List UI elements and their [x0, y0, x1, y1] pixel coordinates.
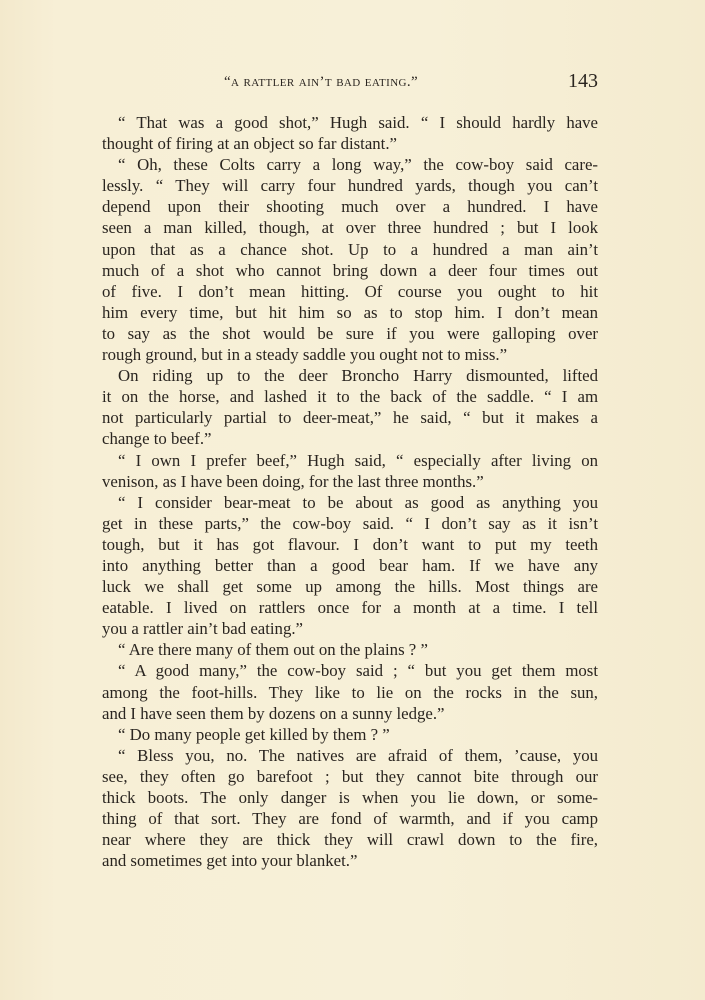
- text-line: “ Bless you, no. The natives are afraid of them, ’cause, you: [118, 745, 598, 765]
- text-line: among the foot-hills. They like to lie on the rocks in the sun,: [102, 682, 598, 702]
- text-line: you a rattler ain’t bad eating.”: [102, 619, 303, 639]
- text-line: depend upon their shooting much over a hundred. I have: [102, 197, 598, 217]
- text-line: rough ground, but in a steady saddle you ought not to miss.”: [102, 345, 508, 365]
- text-line: him every time, but hit him so as to stop him. I don’t mean: [102, 302, 598, 322]
- page-header: [102, 70, 598, 100]
- text-line: near where they are thick they will crawl down to the fire,: [102, 830, 598, 850]
- text-line: “ That was a good shot,” Hugh said. “ I should hardly have: [118, 113, 598, 132]
- text-line: to say as the shot would be sure if you were galloping over: [102, 323, 598, 343]
- text-line: seen a man killed, though, at over three hundred ; but I look: [102, 218, 598, 238]
- text-line: venison, as I have been doing, for the last three months.”: [102, 471, 484, 491]
- text-line: “ Are there many of them out on the plains ? ”: [118, 640, 428, 660]
- text-line: upon that as a chance shot. Up to a hundred a man ain’t: [102, 239, 598, 259]
- running-head: “a rattler ain’t bad eating.”: [224, 74, 419, 90]
- text-line: see, they often go barefoot ; but they cannot bite through our: [102, 766, 598, 786]
- text-line: tough, but it has got flavour. I don’t want to put my teeth: [102, 534, 598, 554]
- text-line: luck we shall get some up among the hills. Most things are: [102, 577, 598, 597]
- text-line: thing of that sort. They are fond of warmth, and if you camp: [102, 809, 598, 829]
- text-line: On riding up to the deer Broncho Harry dismounted, lifted: [118, 366, 598, 386]
- text-line: “ Do many people get killed by them ? ”: [118, 724, 390, 744]
- text-line: eatable. I lived on rattlers once for a month at a time. I tell: [102, 598, 598, 618]
- text-line: thought of firing at an object so far distant.”: [102, 134, 397, 154]
- text-line: change to beef.”: [102, 429, 212, 449]
- text-line: “ I own I prefer beef,” Hugh said, “ especially after living on: [118, 450, 598, 470]
- text-line: of five. I don’t mean hitting. Of course you ought to hit: [102, 281, 598, 301]
- text-line: “ A good many,” the cow-boy said ; “ but you get them most: [118, 661, 598, 681]
- text-line: lessly. “ They will carry four hundred yards, though you can’t: [102, 176, 598, 196]
- text-line: and sometimes get into your blanket.”: [102, 851, 358, 871]
- text-line: much of a shot who cannot bring down a deer four times out: [102, 260, 598, 280]
- text-line: it on the horse, and lashed it to the back of the saddle. “ I am: [102, 387, 598, 407]
- body-text: [102, 112, 598, 871]
- text-line: thick boots. The only danger is when you lie down, or some-: [102, 788, 598, 807]
- text-line: “ Oh, these Colts carry a long way,” the cow-boy said care-: [118, 155, 598, 175]
- text-line: get in these parts,” the cow-boy said. “ I don’t say as it isn’t: [102, 513, 598, 533]
- text-line: not particularly partial to deer-meat,” he said, “ but it makes a: [102, 408, 598, 428]
- text-line: “ I consider bear-meat to be about as good as anything you: [118, 492, 598, 512]
- page-number: 143: [568, 70, 598, 92]
- text-line: into anything better than a good bear ham. If we have any: [102, 555, 598, 575]
- text-line: and I have seen them by dozens on a sunny ledge.”: [102, 703, 445, 723]
